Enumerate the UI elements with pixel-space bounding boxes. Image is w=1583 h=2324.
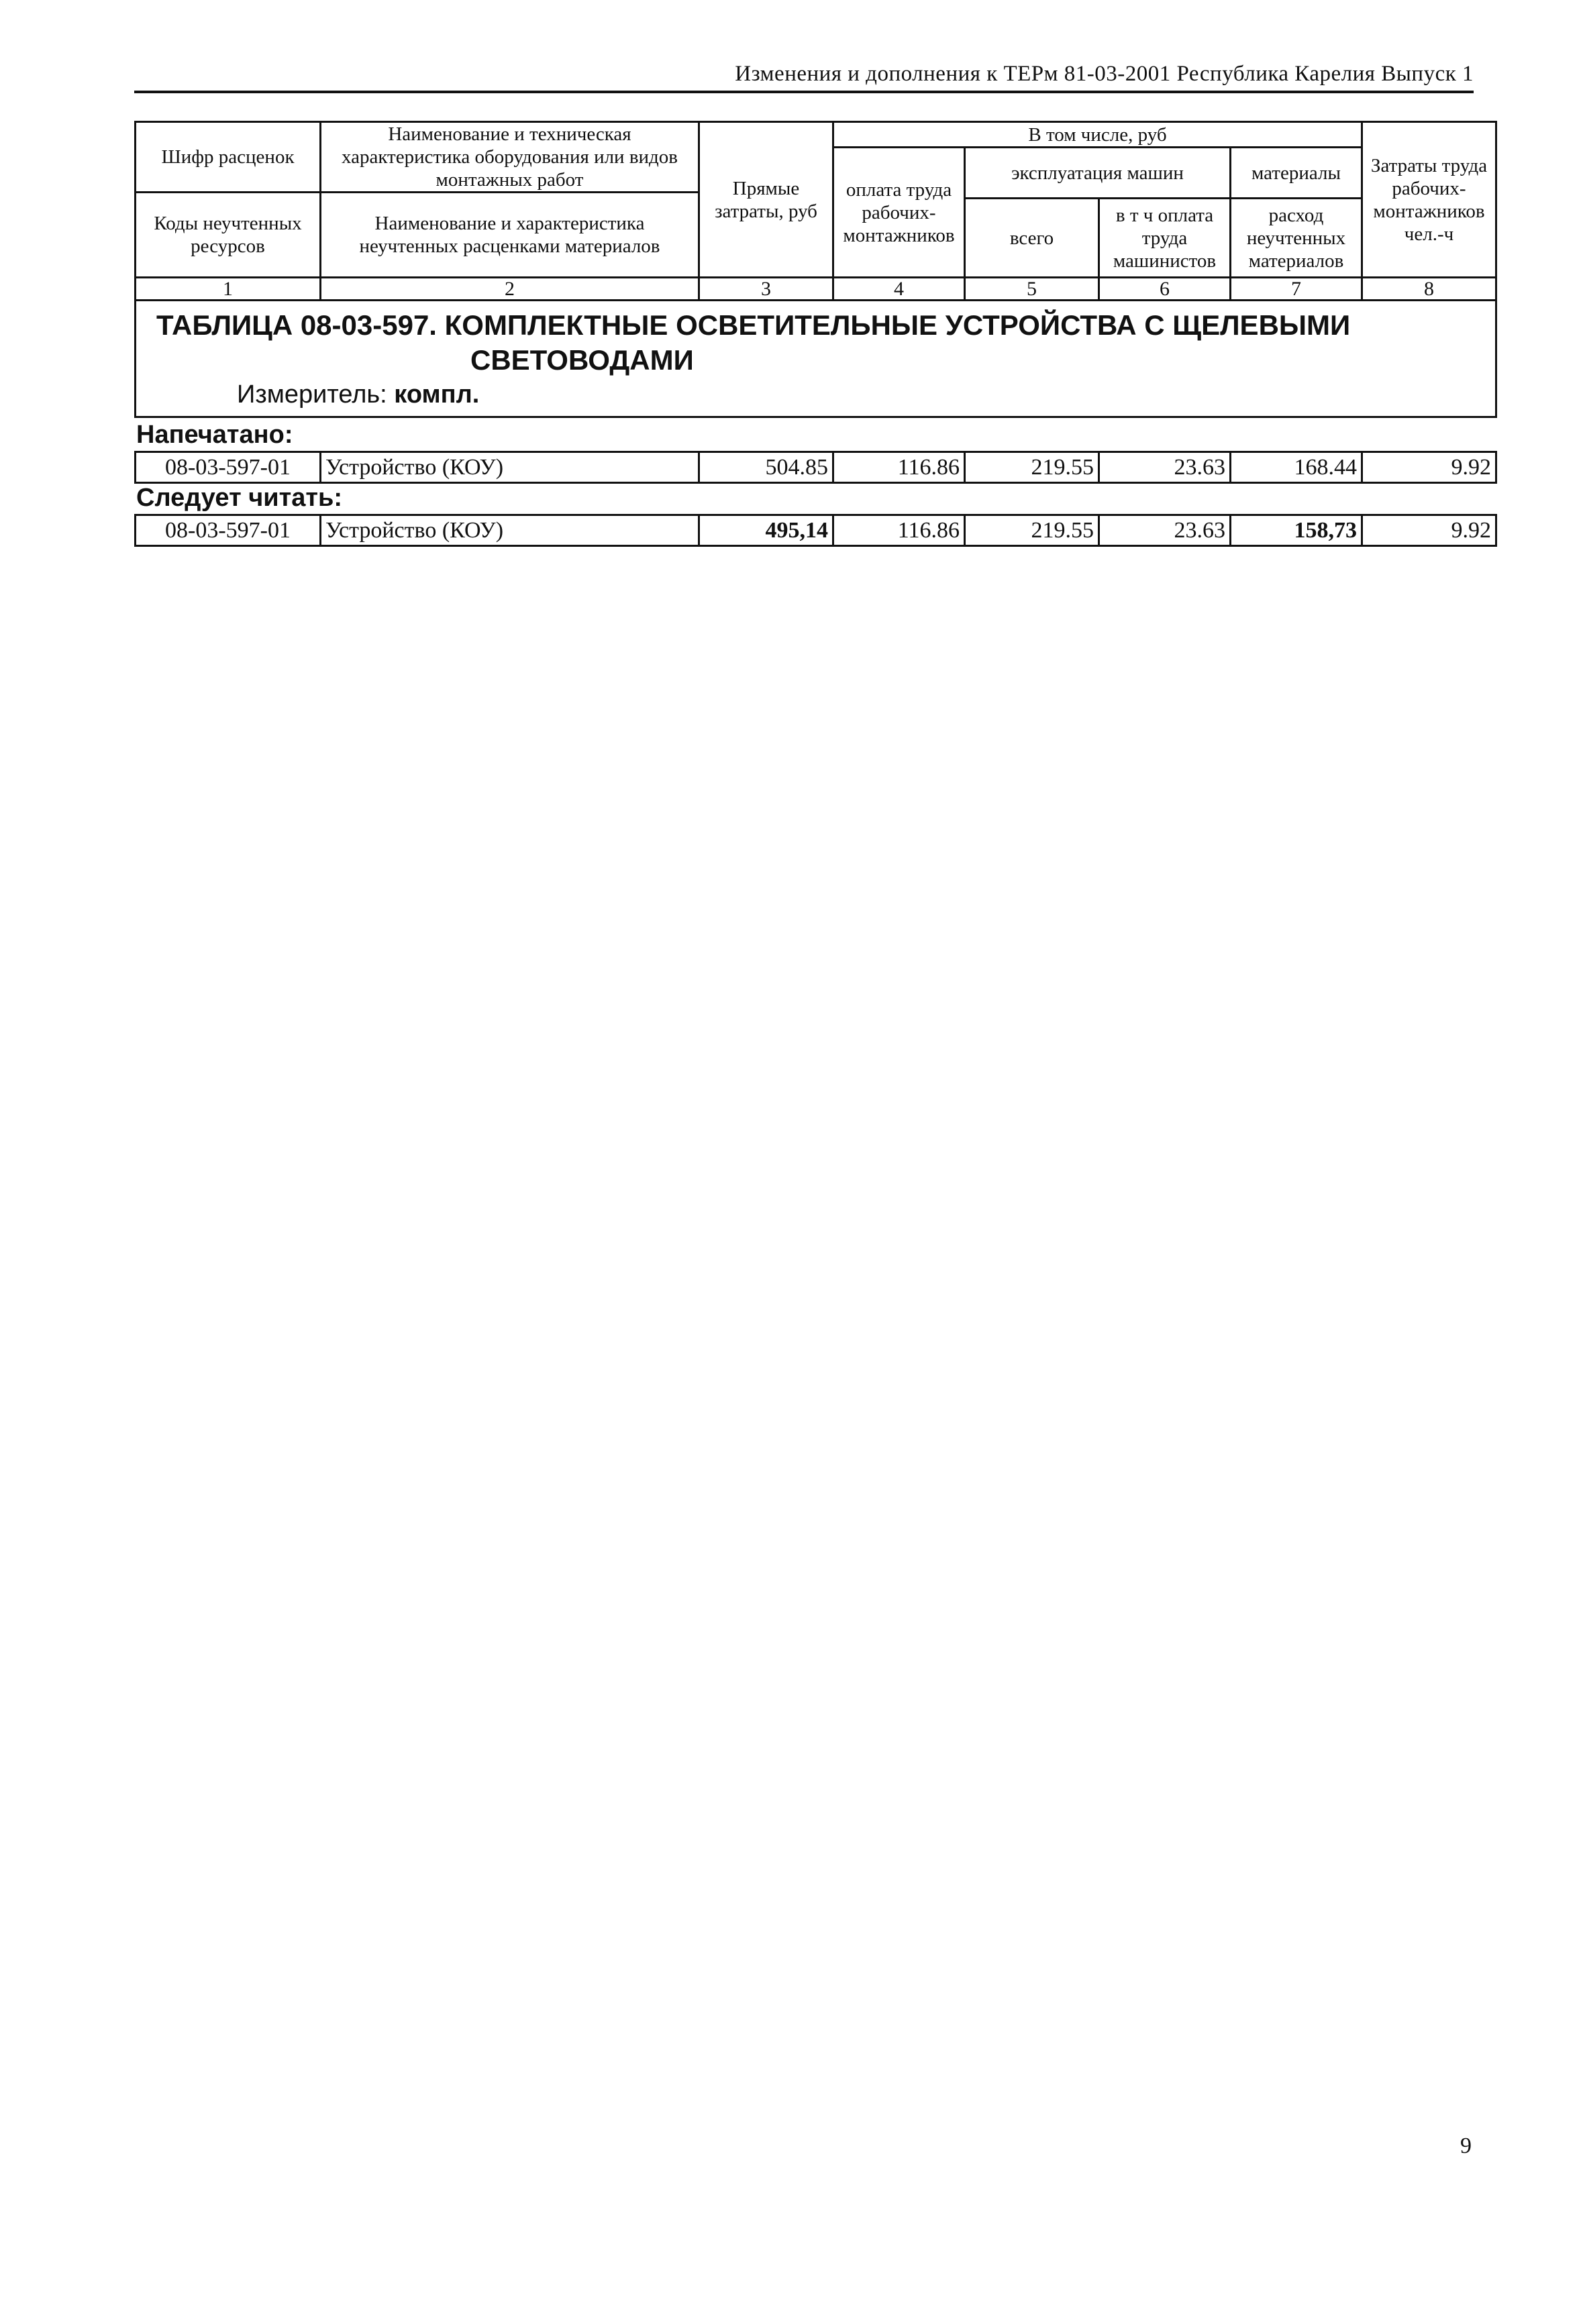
col6-header: в т ч оплата труда машинистов <box>1099 199 1231 278</box>
rate-code: 08-03-597-01 <box>136 452 321 483</box>
printed-label: Напечатано: <box>136 421 293 449</box>
table-title-line2: СВЕТОВОДАМИ <box>470 344 694 376</box>
machines-header: эксплуатация машин <box>965 148 1231 199</box>
machinist-pay: 23.63 <box>1099 452 1231 483</box>
column-number: 3 <box>699 278 833 301</box>
printed-row <box>134 451 1497 484</box>
materials-cost: 168.44 <box>1231 452 1362 483</box>
direct-costs: 495,14 <box>699 515 833 546</box>
col1-top-header: Шифр расценок <box>136 122 321 193</box>
labor-pay: 116.86 <box>833 515 965 546</box>
page-number: 9 <box>1460 2133 1472 2158</box>
measure-value: компл. <box>394 380 480 409</box>
materials-header: материалы <box>1231 148 1362 199</box>
measure-label: Измеритель: <box>237 380 387 409</box>
column-number: 5 <box>965 278 1099 301</box>
col2-top-header: Наименование и техническая характеристика оборудования или видов монтажных работ <box>321 122 699 193</box>
col8-header: Затраты труда рабочих-монтажников чел.-ч <box>1362 122 1496 278</box>
should-read-row <box>134 514 1497 547</box>
work-name: Устройство (КОУ) <box>321 452 699 483</box>
labor-hours: 9.92 <box>1362 515 1496 546</box>
rates-header-table <box>134 121 1497 418</box>
col2-bottom-header: Наименование и характеристика неучтенных расценками материалов <box>321 193 699 278</box>
labor-pay: 116.86 <box>833 452 965 483</box>
should-read-label: Следует читать: <box>136 484 343 512</box>
table-caption <box>136 301 1496 417</box>
column-number: 2 <box>321 278 699 301</box>
col7-header: расход неучтенных материалов <box>1231 199 1362 278</box>
measure-unit <box>136 378 1495 414</box>
table-title <box>136 304 1495 378</box>
group-header: В том числе, руб <box>833 122 1362 148</box>
materials-cost: 158,73 <box>1231 515 1362 546</box>
work-name: Устройство (КОУ) <box>321 515 699 546</box>
machines-total: 219.55 <box>965 515 1099 546</box>
table-title-line1: ТАБЛИЦА 08-03-597. КОМПЛЕКТНЫЕ ОСВЕТИТЕЛЬНЫЕ УСТРОЙСТВА С ЩЕЛЕВЫМИ <box>156 309 1351 341</box>
rate-code: 08-03-597-01 <box>136 515 321 546</box>
column-number: 6 <box>1099 278 1231 301</box>
machines-total: 219.55 <box>965 452 1099 483</box>
running-header: Изменения и дополнения к ТЕРм 81-03-2001 Республика Карелия Выпуск 1 <box>134 62 1474 93</box>
col1-bottom-header: Коды неучтенных ресурсов <box>136 193 321 278</box>
machinist-pay: 23.63 <box>1099 515 1231 546</box>
labor-hours: 9.92 <box>1362 452 1496 483</box>
column-number: 4 <box>833 278 965 301</box>
direct-costs: 504.85 <box>699 452 833 483</box>
col5-header: всего <box>965 199 1099 278</box>
column-number: 7 <box>1231 278 1362 301</box>
col4-header: оплата труда рабочих-монтажников <box>833 148 965 278</box>
column-number: 1 <box>136 278 321 301</box>
column-number: 8 <box>1362 278 1496 301</box>
col3-header: Прямые затраты, руб <box>699 122 833 278</box>
